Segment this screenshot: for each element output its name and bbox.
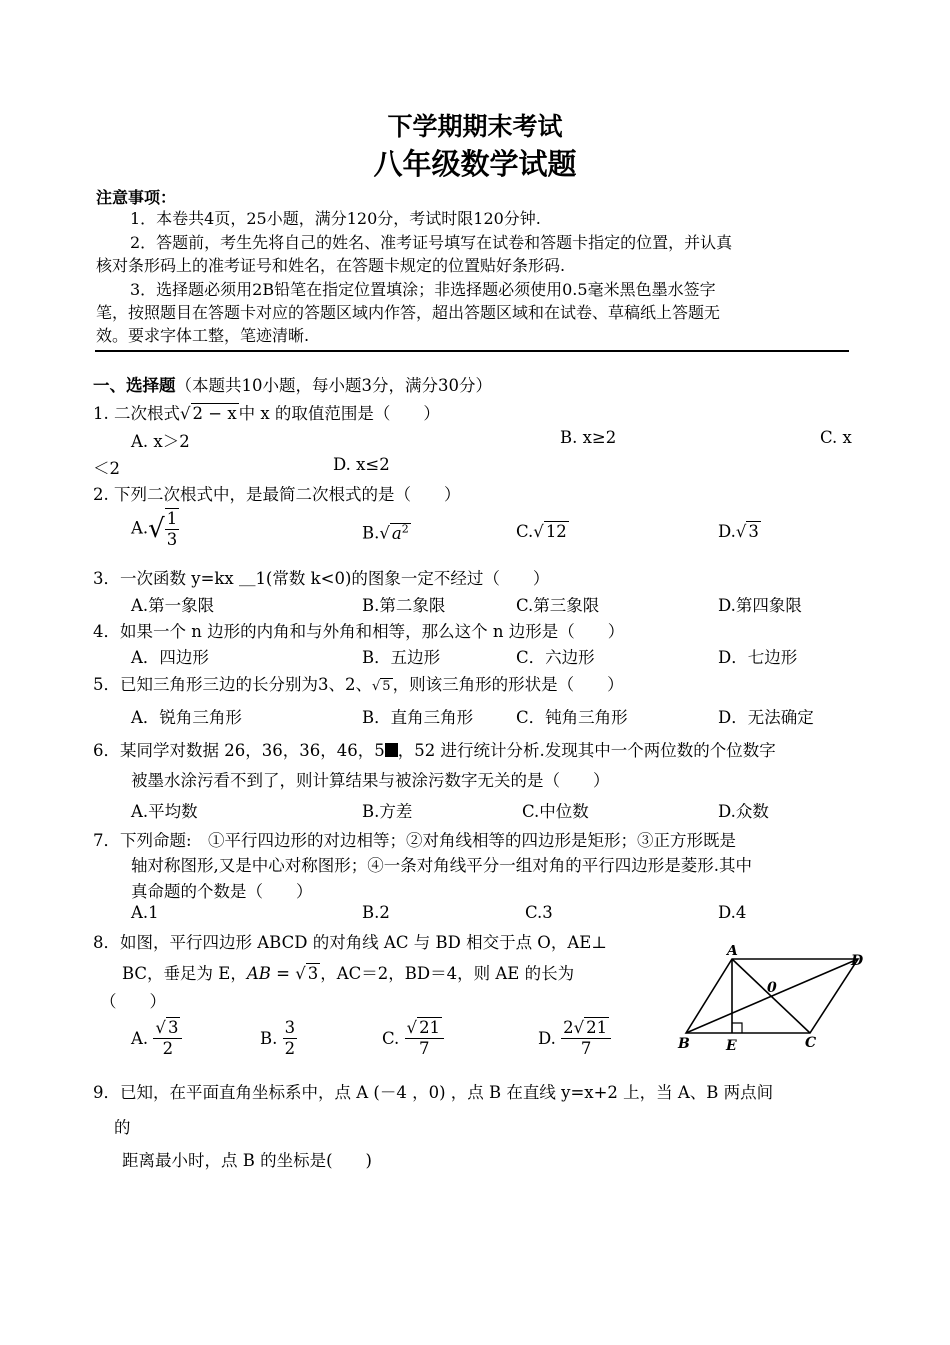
notice-item-3-line1: 3．选择题必须用2B铅笔在指定位置填涂；非选择题必须使用0.5毫米黑色墨水签字 bbox=[130, 280, 716, 299]
q3-option-d[interactable]: D.第四象限 bbox=[718, 596, 802, 615]
question-8-line3: （ ） bbox=[100, 992, 166, 1011]
q1-option-a[interactable]: A. x＞2 bbox=[131, 432, 190, 451]
question-7-line3: 真命题的个数是（ ） bbox=[131, 882, 313, 901]
q5-option-a[interactable]: A．锐角三角形 bbox=[131, 708, 242, 727]
q5-post: ，则该三角形的形状是（ ） bbox=[392, 675, 624, 694]
q4-option-b[interactable]: B．五边形 bbox=[362, 648, 441, 667]
q2-c-radicand: 12 bbox=[545, 522, 567, 541]
q8-a-label: A. bbox=[131, 1029, 149, 1048]
q4-option-d[interactable]: D．七边形 bbox=[718, 648, 798, 667]
right-angle-mark bbox=[732, 1023, 742, 1033]
q2-c-label: C. bbox=[516, 522, 534, 541]
notice-item-2-line1: 2．答题前，考生先将自己的姓名、准考证号填写在试卷和答题卡指定的位置，并认真 bbox=[130, 233, 733, 252]
q1-pre: 1. 二次根式 bbox=[93, 404, 180, 423]
q3-option-a[interactable]: A.第一象限 bbox=[131, 596, 215, 615]
q1-option-c-cont: ＜2 bbox=[93, 459, 120, 478]
q6-l1-pre: 6．某同学对数据 26，36，36，46，5 bbox=[93, 741, 385, 760]
section-heading bbox=[93, 372, 492, 396]
question-6-line1 bbox=[93, 737, 776, 761]
q1-option-b[interactable]: B. x≥2 bbox=[560, 428, 617, 447]
q6-l1-post: ，52 进行统计分析.发现其中一个两位数的个位数字 bbox=[397, 741, 776, 760]
ink-blot bbox=[385, 743, 398, 757]
label-b: B bbox=[678, 1036, 690, 1052]
q7-option-b[interactable]: B.2 bbox=[362, 903, 390, 922]
q1-option-d[interactable]: D. x≤2 bbox=[333, 455, 390, 474]
q7-option-d[interactable]: D.4 bbox=[718, 903, 747, 922]
q2-d-radicand: 3 bbox=[748, 522, 759, 541]
notice-item-3-line3: 效。要求字体工整，笔迹清晰. bbox=[96, 326, 310, 345]
section-desc: （本题共10小题，每小题3分，满分30分） bbox=[175, 376, 492, 395]
q8-option-b[interactable] bbox=[260, 1018, 297, 1059]
q8-ab: AB = bbox=[246, 964, 296, 983]
q8-a-fraction: $\frac{√ 3}{2}$ bbox=[153, 1018, 182, 1059]
q8-c-label: C. bbox=[382, 1029, 400, 1048]
q4-option-c[interactable]: C．六边形 bbox=[516, 648, 595, 667]
q1-radical: √ 2 − x bbox=[180, 404, 237, 423]
section-title: 一、选择题 bbox=[93, 376, 176, 395]
label-a: A bbox=[727, 945, 738, 959]
q2-a-label: A. bbox=[131, 518, 149, 538]
q8-option-a[interactable] bbox=[131, 1018, 182, 1059]
question-8-line2: BC，垂足为 E，AB = √ 3 ，AC＝2，BD＝4，则 AE 的长为 bbox=[122, 964, 575, 983]
question-7-line2: 轴对称图形,又是中心对称图形；④一条对角线平分一组对角的平行四边形是菱形.其中 bbox=[131, 856, 752, 875]
q3-option-b[interactable]: B.第二象限 bbox=[362, 596, 446, 615]
question-6-line2: 被墨水涂污看不到了，则计算结果与被涂污数字无关的是（ ） bbox=[131, 771, 610, 790]
q8-b-label: B. bbox=[260, 1029, 278, 1048]
q5-option-d[interactable]: D．无法确定 bbox=[718, 708, 814, 727]
question-2-stem: 2. 下列二次根式中，是最简二次根式的是（ ） bbox=[93, 485, 461, 504]
q4-option-a[interactable]: A．四边形 bbox=[131, 648, 209, 667]
q8-d-label: D. bbox=[538, 1029, 556, 1048]
q2-option-a[interactable]: A.√ $\frac{1}{3}$ bbox=[131, 509, 178, 549]
label-d: D bbox=[851, 953, 864, 969]
label-e: E bbox=[726, 1038, 737, 1054]
notice-heading: 注意事项： bbox=[96, 188, 177, 207]
parallelogram-figure bbox=[670, 945, 870, 1060]
q6-option-d[interactable]: D.众数 bbox=[718, 802, 769, 821]
q5-pre: 5．已知三角形三边的长分别为3、2、 bbox=[93, 675, 372, 694]
exam-title-line1: 下学期期末考试 bbox=[387, 112, 563, 141]
q1-post: 中 x 的取值范围是（ ） bbox=[238, 404, 440, 423]
diagonal-bd bbox=[686, 959, 858, 1033]
exam-title-line2: 八年级数学试题 bbox=[373, 147, 577, 181]
notice-item-2-line2: 核对条形码上的准考证号和姓名，在答题卡规定的位置贴好条形码. bbox=[96, 256, 566, 275]
question-9-line3: 距离最小时，点 B 的坐标是( ) bbox=[122, 1151, 372, 1170]
q5-radical: √ 5 bbox=[372, 679, 391, 694]
q5-option-c[interactable]: C．钝角三角形 bbox=[516, 708, 628, 727]
q6-option-c[interactable]: C.中位数 bbox=[522, 802, 589, 821]
q8-d-fraction: $\frac{2√ 21}{7}$ bbox=[561, 1018, 611, 1059]
q6-option-b[interactable]: B.方差 bbox=[362, 802, 413, 821]
q8-ab-radicand: 3 bbox=[307, 964, 319, 983]
question-7-line1: 7．下列命题: ①平行四边形的对边相等；②对角线相等的四边形是矩形；③正方形既是 bbox=[93, 831, 737, 850]
q7-option-c[interactable]: C.3 bbox=[525, 903, 553, 922]
q2-a-fraction: $\frac{1}{3}$ bbox=[166, 509, 178, 549]
q8-option-d[interactable] bbox=[538, 1018, 611, 1059]
q2-d-label: D. bbox=[718, 522, 736, 541]
q2-option-b[interactable]: B.√ $a^2$ bbox=[362, 522, 409, 543]
label-c: C bbox=[805, 1035, 817, 1051]
label-o: 0 bbox=[767, 980, 777, 996]
question-3-stem: 3．一次函数 y=kx ＿1(常数 k<0)的图象一定不经过（ ） bbox=[93, 569, 550, 588]
q8-option-c[interactable] bbox=[382, 1018, 444, 1059]
q2-b-label: B. bbox=[362, 523, 380, 543]
q8-l2-post: ，AC＝2，BD＝4，则 AE 的长为 bbox=[320, 964, 575, 983]
q7-option-a[interactable]: A.1 bbox=[131, 903, 159, 922]
question-9-line1: 9．已知，在平面直角坐标系中，点 A (－4 ，0) ，点 B 在直线 y=x+2 上，当 A、B 两点间 bbox=[93, 1083, 774, 1102]
q8-b-fraction: $\frac{3}{2}$ bbox=[284, 1018, 296, 1058]
question-1-stem bbox=[93, 400, 440, 424]
q2-b-radicand: $a^2$ bbox=[391, 522, 409, 543]
notice-item-3-line2: 笔，按照题目在答题卡对应的答题区域内作答，超出答题区域和在试卷、草稿纸上答题无 bbox=[96, 303, 721, 322]
q5-option-b[interactable]: B．直角三角形 bbox=[362, 708, 474, 727]
question-8-line1: 8．如图，平行四边形 ABCD 的对角线 AC 与 BD 相交于点 O，AE⊥ bbox=[93, 933, 607, 952]
q8-c-fraction: $\frac{√ 21}{7}$ bbox=[405, 1018, 445, 1059]
q2-option-d[interactable]: D.√ 3 bbox=[718, 522, 759, 541]
q6-option-a[interactable]: A.平均数 bbox=[131, 802, 198, 821]
question-5-stem bbox=[93, 671, 624, 695]
q2-option-c[interactable]: C.√ 12 bbox=[516, 522, 567, 541]
q8-l2-pre: BC，垂足为 E， bbox=[122, 964, 247, 983]
notice-item-1: 1．本卷共4页，25小题，满分120分，考试时限120分钟. bbox=[130, 209, 541, 228]
q1-option-c[interactable]: C. x bbox=[820, 428, 852, 447]
q3-option-c[interactable]: C.第三象限 bbox=[516, 596, 600, 615]
question-9-line2: 的 bbox=[114, 1118, 131, 1137]
question-4-stem: 4．如果一个 n 边形的内角和与外角和相等，那么这个 n 边形是（ ） bbox=[93, 622, 625, 641]
divider-line bbox=[95, 350, 849, 352]
